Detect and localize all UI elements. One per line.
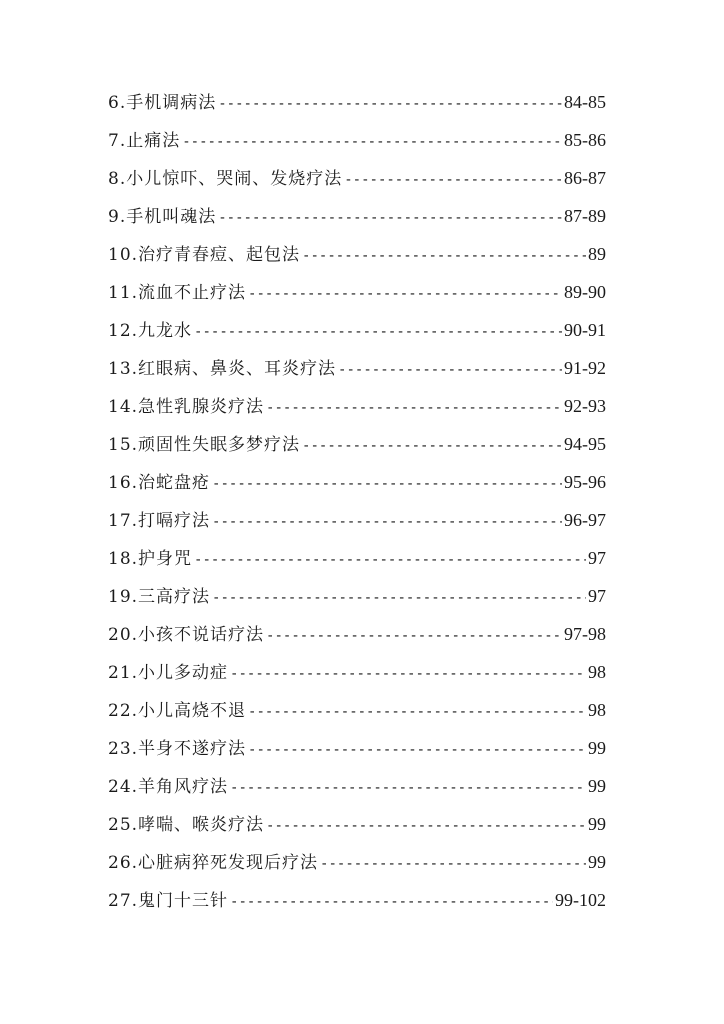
toc-dash-leader bbox=[218, 96, 562, 112]
toc-dash-leader bbox=[212, 514, 562, 530]
toc-dash-leader bbox=[248, 742, 586, 758]
toc-entry-page-range: 91-92 bbox=[564, 358, 606, 378]
toc-entry-title: 17.打嗝疗法 bbox=[108, 511, 211, 531]
toc-entry-title: 18.护身咒 bbox=[108, 549, 193, 569]
toc-entry-title: 19.三高疗法 bbox=[108, 587, 211, 607]
toc-entry-title: 16.治蛇盘疮 bbox=[108, 473, 211, 493]
toc-dash-leader bbox=[302, 248, 586, 264]
toc-dash-leader bbox=[230, 666, 586, 682]
toc-entry-title: 25.哮喘、喉炎疗法 bbox=[108, 815, 265, 835]
toc-entry-title: 24.羊角风疗法 bbox=[108, 777, 229, 797]
toc-entry bbox=[108, 430, 606, 468]
toc-entry-page-range: 92-93 bbox=[564, 396, 606, 416]
toc-entry bbox=[108, 316, 606, 354]
toc-entry bbox=[108, 582, 606, 620]
toc-entry bbox=[108, 240, 606, 278]
toc-entry-page-range: 99 bbox=[588, 814, 606, 834]
toc-entry-page-range: 99 bbox=[588, 852, 606, 872]
toc-dash-leader bbox=[230, 894, 553, 910]
toc-entry-title: 14.急性乳腺炎疗法 bbox=[108, 397, 265, 417]
toc-dash-leader bbox=[266, 400, 562, 416]
toc-entry bbox=[108, 658, 606, 696]
toc-entry-page-range: 95-96 bbox=[564, 472, 606, 492]
toc-entry-title: 9.手机叫魂法 bbox=[108, 207, 217, 227]
toc-entry bbox=[108, 88, 606, 126]
toc-entry-page-range: 97 bbox=[588, 548, 606, 568]
toc-entry bbox=[108, 810, 606, 848]
toc-dash-leader bbox=[194, 552, 586, 568]
toc-dash-leader bbox=[212, 476, 562, 492]
toc-entry-title: 12.九龙水 bbox=[108, 321, 193, 341]
toc-entry-title: 15.顽固性失眠多梦疗法 bbox=[108, 435, 301, 455]
toc-entry-page-range: 84-85 bbox=[564, 92, 606, 112]
toc-dash-leader bbox=[182, 134, 562, 150]
toc-entry-title: 13.红眼病、鼻炎、耳炎疗法 bbox=[108, 359, 337, 379]
toc-entry-title: 6.手机调病法 bbox=[108, 93, 217, 113]
toc-entry bbox=[108, 772, 606, 810]
toc-entry bbox=[108, 620, 606, 658]
toc-entry-page-range: 97 bbox=[588, 586, 606, 606]
toc-dash-leader bbox=[320, 856, 586, 872]
toc-entry-page-range: 97-98 bbox=[564, 624, 606, 644]
toc-entry bbox=[108, 354, 606, 392]
toc-entry-page-range: 98 bbox=[588, 700, 606, 720]
toc-entry bbox=[108, 392, 606, 430]
toc-entry-title: 10.治疗青春痘、起包法 bbox=[108, 245, 301, 265]
toc-entry-page-range: 96-97 bbox=[564, 510, 606, 530]
toc-dash-leader bbox=[302, 438, 562, 454]
toc-entry bbox=[108, 696, 606, 734]
toc-entry bbox=[108, 126, 606, 164]
toc-entry-page-range: 94-95 bbox=[564, 434, 606, 454]
toc-entry-page-range: 87-89 bbox=[564, 206, 606, 226]
toc-entry-title: 22.小儿高烧不退 bbox=[108, 701, 247, 721]
toc-dash-leader bbox=[230, 780, 586, 796]
toc-dash-leader bbox=[266, 818, 586, 834]
table-of-contents bbox=[108, 88, 606, 924]
toc-entry bbox=[108, 544, 606, 582]
toc-entry-page-range: 99 bbox=[588, 776, 606, 796]
toc-entry-title: 21.小儿多动症 bbox=[108, 663, 229, 683]
toc-entry bbox=[108, 734, 606, 772]
toc-entry-title: 26.心脏病猝死发现后疗法 bbox=[108, 853, 319, 873]
toc-dash-leader bbox=[248, 704, 586, 720]
toc-entry bbox=[108, 278, 606, 316]
toc-dash-leader bbox=[266, 628, 562, 644]
toc-entry-title: 27.鬼门十三针 bbox=[108, 891, 229, 911]
toc-dash-leader bbox=[194, 324, 562, 340]
toc-entry bbox=[108, 886, 606, 924]
toc-entry-page-range: 99-102 bbox=[555, 890, 606, 910]
toc-entry bbox=[108, 202, 606, 240]
toc-entry-title: 20.小孩不说话疗法 bbox=[108, 625, 265, 645]
toc-dash-leader bbox=[338, 362, 562, 378]
toc-entry-page-range: 85-86 bbox=[564, 130, 606, 150]
toc-entry-page-range: 89-90 bbox=[564, 282, 606, 302]
toc-dash-leader bbox=[218, 210, 562, 226]
toc-entry-page-range: 90-91 bbox=[564, 320, 606, 340]
toc-entry bbox=[108, 506, 606, 544]
toc-entry bbox=[108, 164, 606, 202]
toc-entry bbox=[108, 848, 606, 886]
toc-entry-page-range: 86-87 bbox=[564, 168, 606, 188]
toc-dash-leader bbox=[212, 590, 586, 606]
toc-entry-title: 7.止痛法 bbox=[108, 131, 181, 151]
toc-entry-title: 23.半身不遂疗法 bbox=[108, 739, 247, 759]
toc-entry-page-range: 99 bbox=[588, 738, 606, 758]
toc-dash-leader bbox=[248, 286, 562, 302]
toc-entry-page-range: 89 bbox=[588, 244, 606, 264]
toc-entry-title: 11.流血不止疗法 bbox=[108, 283, 247, 303]
toc-entry-page-range: 98 bbox=[588, 662, 606, 682]
toc-entry-title: 8.小儿惊吓、哭闹、发烧疗法 bbox=[108, 169, 343, 189]
toc-entry bbox=[108, 468, 606, 506]
toc-dash-leader bbox=[344, 172, 562, 188]
